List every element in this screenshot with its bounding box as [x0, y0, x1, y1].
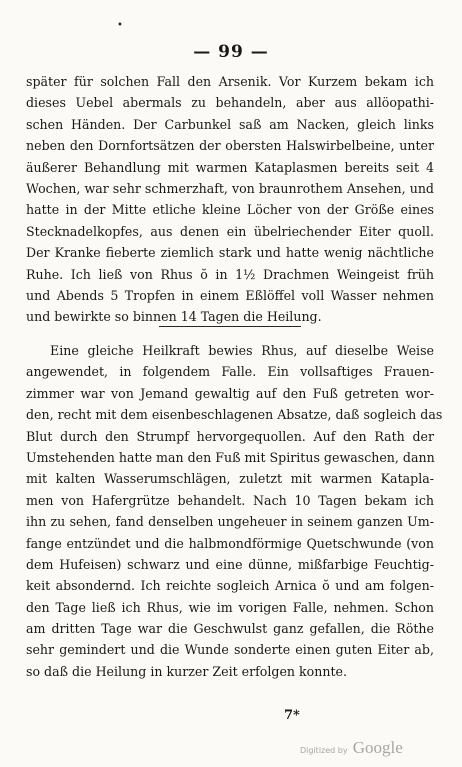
paragraph-2: [26, 340, 443, 682]
text-line: so daß die Heilung in kurzer Zeit erfolgen konnte.: [26, 663, 347, 679]
text-line: angewendet, in folgendem Falle. Ein vollsaftiges Frauen-: [26, 364, 434, 380]
page-number: — 99 —: [193, 42, 269, 62]
text-line: fange entzündet und die halbmondförmige Quetschwunde (von: [26, 535, 434, 551]
digitized-watermark: [300, 738, 403, 758]
text-line: keit absondernd. Ich reichte sogleich Arnica ŏ und am folgen-: [26, 578, 434, 594]
section-separator: [159, 326, 301, 327]
text-line: Blut durch den Strumpf hervorgequollen. Auf den Rath der: [26, 428, 434, 444]
text-line: dem Hufeisen) schwarz und eine dünne, mißfarbige Feuchtig-: [26, 556, 434, 572]
text-line: zimmer war von Jemand gewaltig auf den Fuß getreten wor-: [26, 385, 434, 401]
text-line: den, recht mit dem eisenbeschlagenen Absatze, daß sogleich das: [26, 407, 443, 423]
text-line: und Abends 5 Tropfen in einem Eßlöffel voll Wasser nehmen: [26, 287, 434, 303]
text-line: sehr gemindert und die Wunde sonderte einen guten Eiter ab,: [26, 642, 434, 658]
text-line: Eine gleiche Heilkraft bewies Rhus, auf dieselbe Weise: [50, 343, 434, 358]
text-line: neben den Dornfortsätzen der obersten Halswirbelbeine, unter: [26, 138, 434, 154]
text-line: Wochen, war sehr schmerzhaft, von braunrothem Ansehen, und: [26, 180, 434, 196]
watermark-brand: Google: [352, 738, 403, 757]
text-line: men von Hafergrütze behandelt. Nach 10 Tagen bekam ich: [26, 492, 434, 508]
text-line: und bewirkte so binnen 14 Tagen die Heilung.: [26, 309, 322, 325]
watermark-prefix: Digitized by: [300, 746, 348, 755]
paragraph-1: [26, 71, 434, 328]
text-line: dieses Uebel abermals zu behandeln, aber aus allöopathi-: [26, 95, 434, 111]
text-line: am dritten Tage war die Geschwulst ganz gefallen, die Röthe: [26, 621, 434, 637]
corner-mark: •: [117, 20, 123, 31]
text-line: Ruhe. Ich ließ von Rhus ŏ in 1½ Drachmen Weingeist früh: [26, 266, 434, 282]
text-line: ihn zu sehen, fand denselben ungeheuer in seinem ganzen Um-: [26, 514, 434, 530]
text-line: Stecknadelkopfes, aus denen ein übelriechender Eiter quoll.: [26, 223, 434, 239]
text-line: schen Händen. Der Carbunkel saß am Nacken, gleich links: [26, 116, 434, 132]
signature-mark: 7*: [284, 708, 300, 723]
text-line: äußerer Behandlung mit warmen Kataplasmen bereits seit 4: [26, 159, 434, 175]
text-line: hatte in der Mitte etliche kleine Löcher von der Größe eines: [26, 202, 434, 218]
text-line: den Tage ließ ich Rhus, wie im vorigen Falle, nehmen. Schon: [26, 599, 434, 615]
text-line: mit kalten Wasserumschlägen, zuletzt mit warmen Katapla-: [26, 471, 434, 487]
text-line: Umstehenden hatte man den Fuß mit Spiritus gewaschen, dann: [26, 449, 435, 465]
text-line: Der Kranke fieberte ziemlich stark und hatte wenig nächtliche: [26, 245, 434, 261]
text-line: später für solchen Fall den Arsenik. Vor Kurzem bekam ich: [26, 74, 434, 89]
